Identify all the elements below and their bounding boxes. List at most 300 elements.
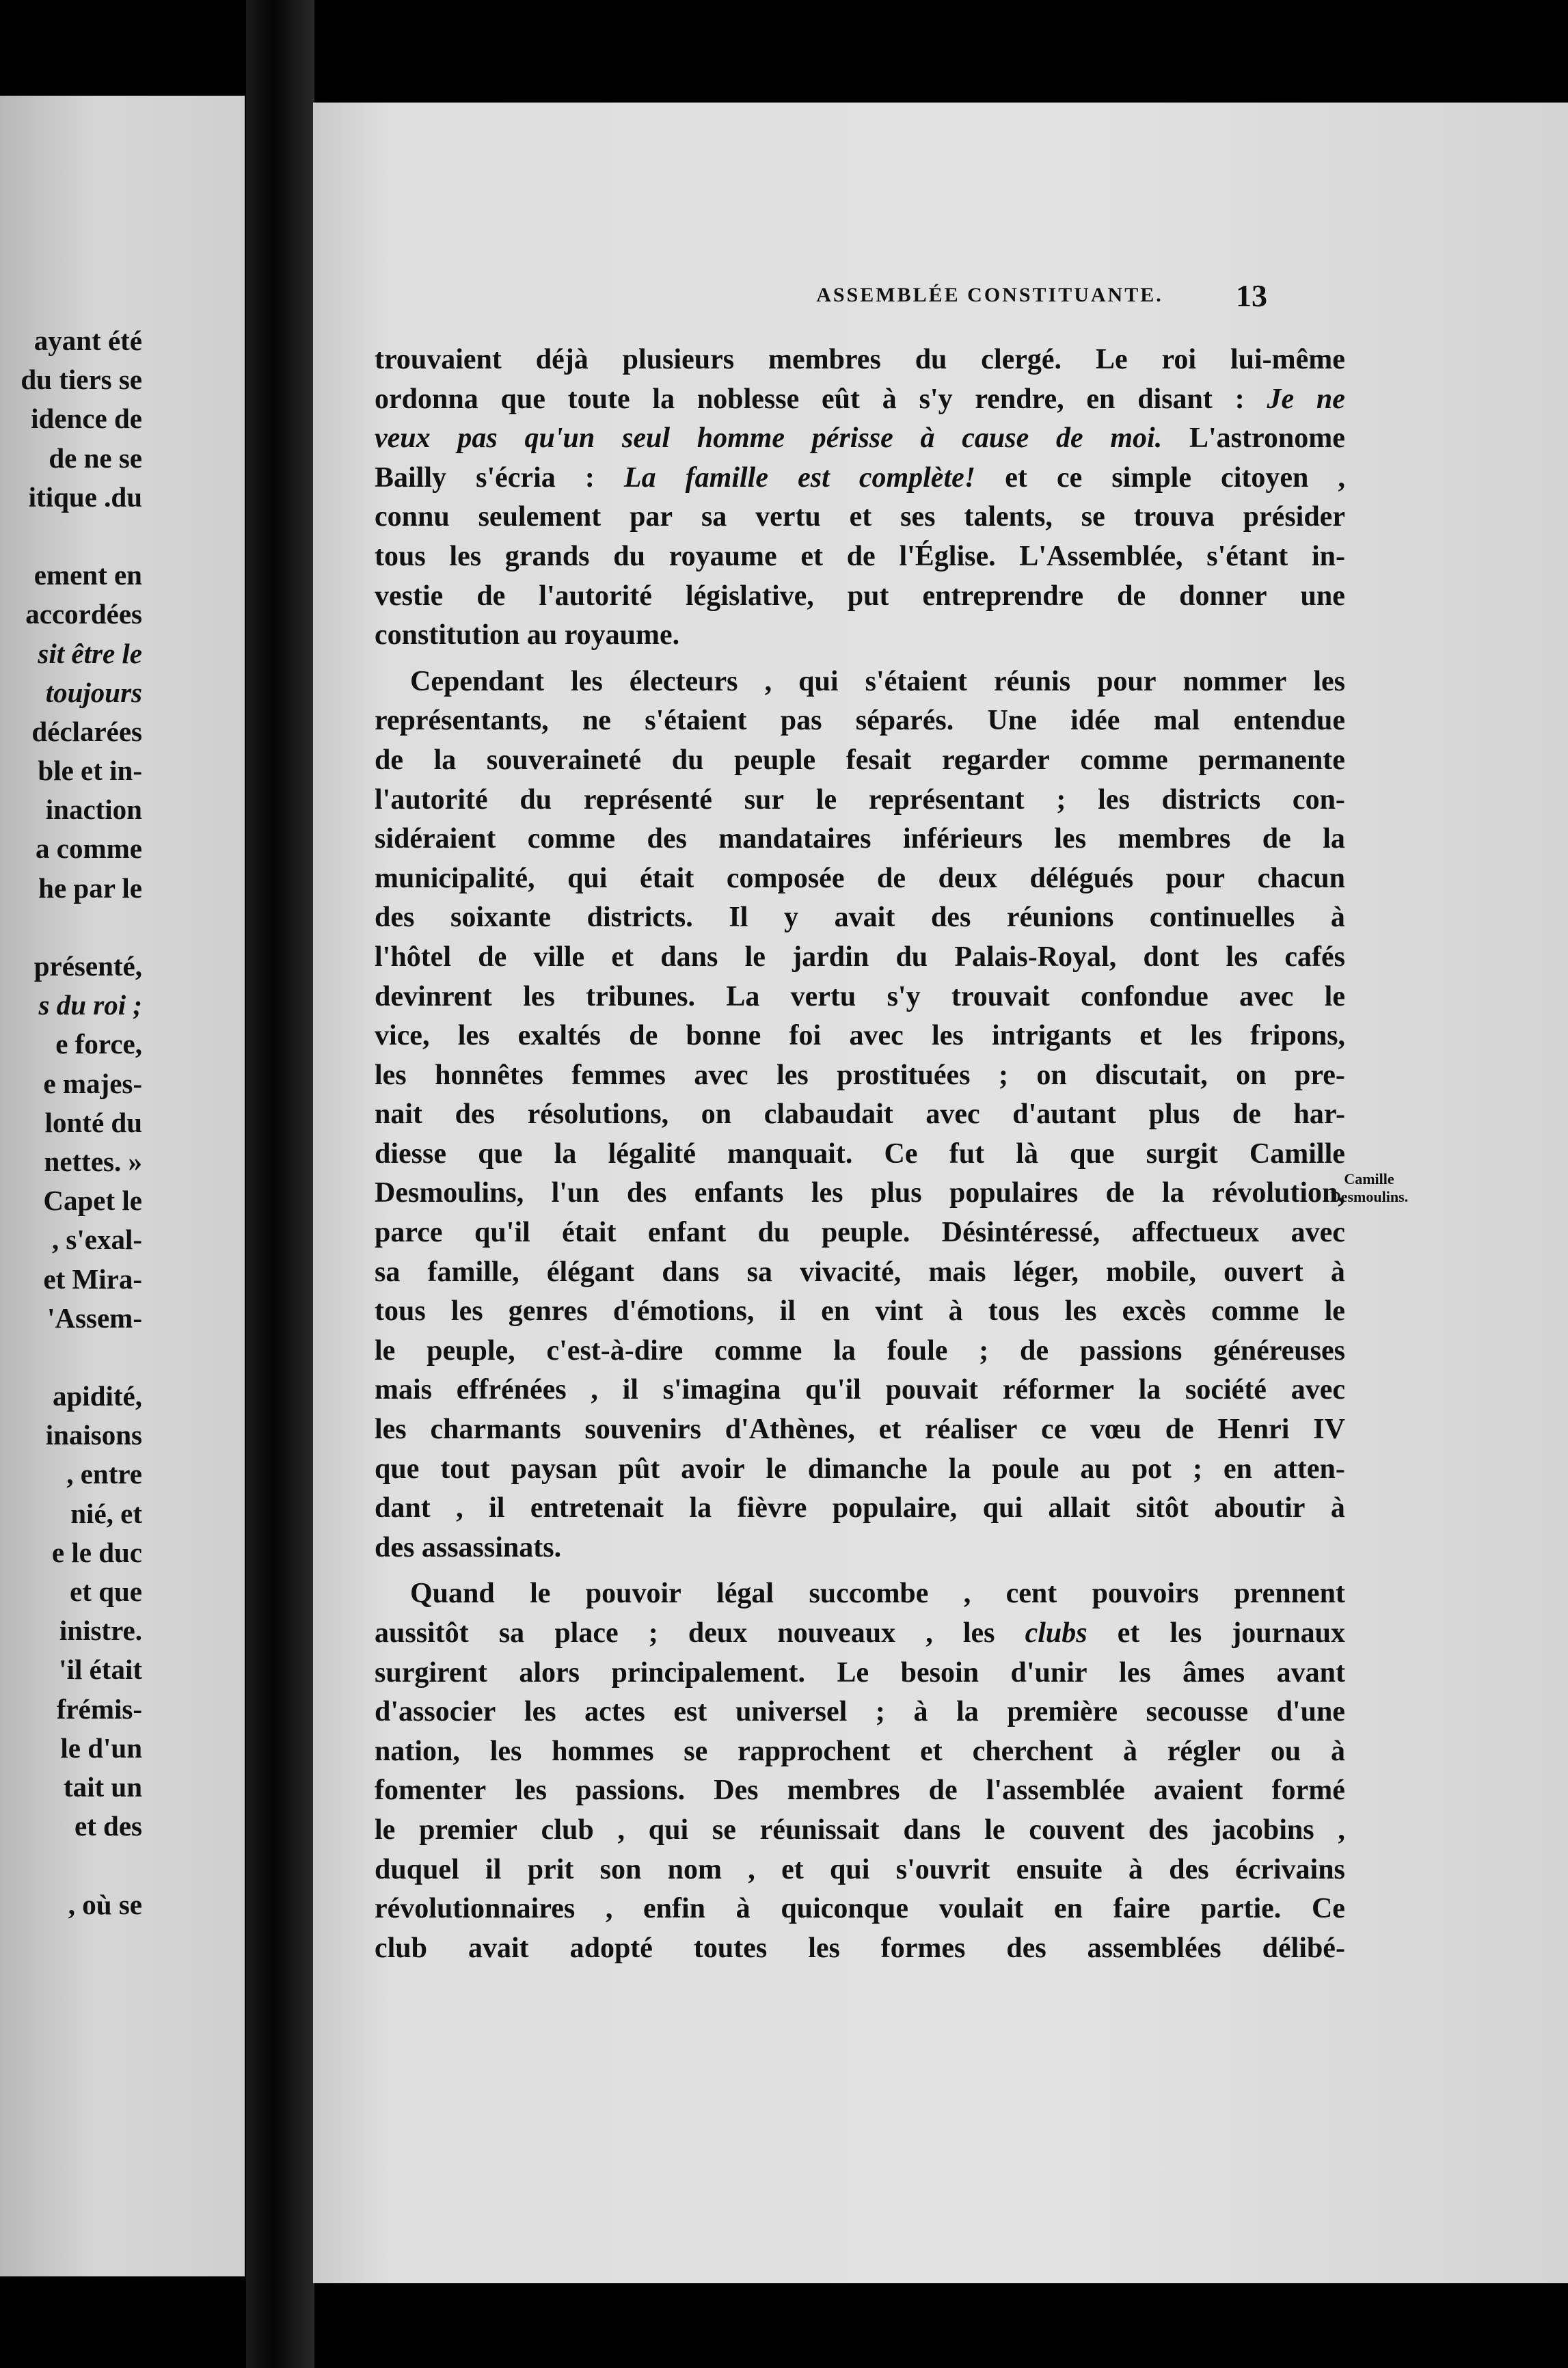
word: pot xyxy=(1131,1453,1172,1485)
word: à xyxy=(948,1295,963,1328)
word: s'y xyxy=(919,383,953,415)
word: réunions xyxy=(1006,902,1114,934)
word: Cependant xyxy=(410,665,545,697)
text-line xyxy=(375,1017,1345,1056)
word: con- xyxy=(1292,783,1345,816)
left-page-line: , s'exal- xyxy=(51,1224,142,1256)
word: s'y xyxy=(887,980,921,1012)
word: soixante xyxy=(450,902,551,934)
left-page-line: , où se xyxy=(68,1888,142,1920)
left-page-line: tait un xyxy=(63,1771,142,1803)
text-line xyxy=(375,859,1345,899)
word: réunis xyxy=(994,665,1071,697)
word: de xyxy=(375,744,403,776)
text-line xyxy=(375,741,1345,781)
word: souveraineté xyxy=(486,744,642,776)
word: mais xyxy=(375,1374,432,1406)
word: plus xyxy=(870,1177,922,1209)
word: ce xyxy=(1041,1414,1067,1446)
word: Ce xyxy=(884,1138,918,1170)
word: avec xyxy=(1290,1374,1345,1406)
word: continuelles xyxy=(1149,902,1295,934)
word: allait xyxy=(1048,1492,1111,1524)
word: club xyxy=(375,1932,428,1964)
word: législative, xyxy=(685,580,814,612)
word: entendue xyxy=(1233,705,1345,737)
word: jacobins xyxy=(1212,1814,1314,1846)
word: enfin xyxy=(643,1893,706,1925)
word: trouva xyxy=(1133,501,1215,533)
left-page-line: inaction xyxy=(45,794,142,826)
word: famille, xyxy=(427,1256,519,1288)
word: genres xyxy=(508,1295,588,1328)
left-page-line: déclarées xyxy=(31,715,142,747)
word: excès xyxy=(1122,1295,1186,1328)
word: les xyxy=(457,1020,490,1052)
body-text xyxy=(375,340,1345,1968)
text-line xyxy=(375,1174,1345,1213)
word: du xyxy=(671,744,704,776)
left-page-line: et que xyxy=(70,1576,142,1607)
word: de xyxy=(877,862,906,894)
word: simple xyxy=(1111,461,1191,494)
text-line xyxy=(375,616,1345,656)
word: périsse xyxy=(811,422,893,455)
word: regarder xyxy=(942,744,1050,776)
word: membres xyxy=(787,1775,900,1807)
word: s'écria xyxy=(476,461,556,494)
word: des xyxy=(375,1531,422,1563)
word: succombe xyxy=(809,1578,929,1610)
word: inférieurs xyxy=(902,823,1023,855)
word: clabaudait xyxy=(763,1099,893,1131)
word: sidéraient xyxy=(375,823,496,855)
word: les xyxy=(375,1059,407,1091)
left-page-line: lonté du xyxy=(44,1106,142,1138)
word: les xyxy=(1098,783,1130,816)
word: délibé- xyxy=(1262,1932,1345,1964)
word: les xyxy=(523,980,555,1012)
word: sa xyxy=(498,1617,525,1649)
left-page-line xyxy=(0,1846,142,1885)
word: dont xyxy=(1143,941,1200,973)
word: qui xyxy=(830,1853,870,1885)
word: tribunes. xyxy=(586,980,696,1012)
word: put xyxy=(847,580,889,612)
word: la xyxy=(948,1453,971,1485)
word: l'assemblée xyxy=(986,1775,1125,1807)
word: La xyxy=(623,461,656,494)
word: et xyxy=(1005,461,1027,494)
word: , xyxy=(617,1814,625,1846)
word: talents, xyxy=(964,501,1053,533)
word: paysan xyxy=(511,1453,597,1485)
word: roi xyxy=(1161,344,1197,375)
word: Ce xyxy=(1311,1893,1345,1925)
word: rendre, xyxy=(975,383,1064,415)
word: à xyxy=(913,1696,928,1728)
word: il xyxy=(779,1295,796,1328)
left-page-line: accordées xyxy=(25,598,142,630)
word: délégués xyxy=(1029,862,1134,894)
word: du xyxy=(915,344,947,375)
word: L'astronome xyxy=(1189,422,1345,455)
text-line xyxy=(375,1450,1345,1490)
word: la xyxy=(554,1138,577,1170)
word: sur xyxy=(744,783,785,816)
word: , xyxy=(605,1893,613,1925)
word: réunissait xyxy=(759,1814,880,1846)
word: première xyxy=(1007,1696,1118,1728)
word: , xyxy=(1338,1814,1345,1846)
word: le xyxy=(1324,980,1345,1012)
word: l'autorité xyxy=(375,783,488,816)
text-line xyxy=(375,1889,1345,1929)
word: pas xyxy=(780,705,822,737)
word: manquait. xyxy=(727,1138,853,1170)
word: quiconque xyxy=(781,1893,909,1925)
word: diesse xyxy=(375,1138,446,1170)
text-line xyxy=(375,938,1345,978)
word: pour xyxy=(1097,665,1157,697)
word: ou xyxy=(1270,1735,1301,1767)
word: ce xyxy=(1056,461,1083,494)
word: le xyxy=(375,1814,396,1846)
margin-note xyxy=(1287,1170,1451,1206)
word: la xyxy=(1138,1374,1161,1406)
word: régler xyxy=(1167,1735,1241,1767)
word: , xyxy=(925,1617,933,1649)
word: nait xyxy=(375,1099,423,1131)
word: le xyxy=(530,1578,551,1610)
word: qu'un xyxy=(524,422,595,455)
left-page-line: apidité, xyxy=(53,1380,142,1412)
word: avant xyxy=(1276,1656,1345,1688)
word: principalement. xyxy=(611,1656,805,1688)
word: mandataires xyxy=(718,823,871,855)
word: qui xyxy=(648,1814,689,1846)
word: l'autorité xyxy=(539,580,652,612)
word: : xyxy=(1234,383,1245,415)
word: des xyxy=(375,902,415,934)
word: que xyxy=(500,383,545,415)
word: in- xyxy=(1311,540,1345,572)
word: homme xyxy=(697,422,785,455)
word: au xyxy=(1080,1453,1111,1485)
word: d'autant xyxy=(1012,1099,1116,1131)
word: des xyxy=(1148,1814,1189,1846)
text-line xyxy=(375,577,1345,617)
text-line xyxy=(375,781,1345,820)
word: famille xyxy=(685,461,768,494)
word: du xyxy=(757,1217,790,1249)
word: mal xyxy=(1153,705,1200,737)
word: peuple. xyxy=(821,1217,910,1249)
word: affectueux xyxy=(1131,1217,1260,1249)
left-page-line: , entre xyxy=(66,1458,142,1490)
text-line xyxy=(375,1771,1345,1811)
left-page-line: présenté, xyxy=(33,950,142,982)
word: des xyxy=(647,823,687,855)
left-page-line: idence de xyxy=(31,403,142,435)
word: à xyxy=(1330,1735,1345,1767)
text-line xyxy=(375,1693,1345,1732)
word: ne xyxy=(1316,383,1345,415)
word: pre- xyxy=(1295,1059,1345,1091)
text-line xyxy=(375,1253,1345,1293)
word: connu xyxy=(375,501,450,533)
word: membres xyxy=(1118,823,1231,855)
word: vertu xyxy=(790,980,856,1012)
word: avait xyxy=(834,902,895,934)
word: pouvoir xyxy=(585,1578,681,1610)
word: ne xyxy=(582,705,611,737)
word: réaliser xyxy=(925,1414,1018,1446)
word: har- xyxy=(1293,1099,1345,1131)
left-page-line: et Mira- xyxy=(43,1263,142,1295)
word: dans xyxy=(903,1814,961,1846)
word: foi xyxy=(789,1020,822,1052)
word: sa xyxy=(375,1256,401,1288)
word: d'Athènes, xyxy=(725,1414,855,1446)
word: IV xyxy=(1313,1414,1345,1446)
word: les xyxy=(776,1059,809,1091)
word: moi. xyxy=(1110,422,1163,455)
word: nommer xyxy=(1182,665,1287,697)
word: d'associer xyxy=(375,1696,496,1728)
word: tous xyxy=(375,540,426,572)
word: qu'il xyxy=(474,1217,530,1249)
word: légalité xyxy=(608,1138,696,1170)
text-line xyxy=(375,1811,1345,1851)
left-page-line: de ne se xyxy=(49,442,142,474)
left-page-line: e majes- xyxy=(43,1067,142,1099)
word: partie. xyxy=(1200,1893,1282,1925)
word: avaient xyxy=(1153,1775,1243,1807)
word: formes xyxy=(880,1932,966,1964)
word: les xyxy=(524,1696,556,1728)
word: passions. xyxy=(576,1775,686,1807)
word: de xyxy=(1105,1177,1135,1209)
word: citoyen xyxy=(1221,461,1309,494)
word: en xyxy=(1054,1893,1083,1925)
word: clergé. xyxy=(981,344,1062,375)
word: les xyxy=(1119,1656,1151,1688)
word: lui-même xyxy=(1230,344,1345,375)
word: populaires xyxy=(949,1177,1079,1209)
word: Une xyxy=(987,705,1037,737)
word: les xyxy=(808,1932,840,1964)
word: là xyxy=(1016,1138,1038,1170)
word: foule xyxy=(887,1334,948,1367)
word: des xyxy=(455,1099,495,1131)
word: Palais-Royal, xyxy=(954,941,1117,973)
word: les xyxy=(1313,665,1345,697)
word: les xyxy=(571,665,603,697)
word: enfants xyxy=(694,1177,784,1209)
word: deux xyxy=(688,1617,748,1649)
word: l'un xyxy=(551,1177,599,1209)
word: parce xyxy=(375,1217,443,1249)
word: l'Église. xyxy=(899,540,996,572)
word: léger, xyxy=(1013,1256,1079,1288)
word: la xyxy=(689,1492,712,1524)
word: aboutir xyxy=(1214,1492,1306,1524)
word: deux xyxy=(938,862,997,894)
word: en xyxy=(1223,1453,1252,1485)
word: trouvait xyxy=(951,980,1050,1012)
left-page-line: ble et in- xyxy=(38,755,142,787)
word: prennent xyxy=(1234,1578,1345,1610)
word: plus xyxy=(1148,1099,1200,1131)
word: seulement xyxy=(478,501,601,533)
left-page-line: nettes. » xyxy=(44,1145,142,1177)
text-line xyxy=(375,662,1345,702)
word: constitution xyxy=(375,619,527,651)
word: confondue xyxy=(1081,980,1208,1012)
word: de xyxy=(1117,580,1146,612)
word: fesait xyxy=(846,744,912,776)
word: mobile, xyxy=(1106,1256,1196,1288)
word: les xyxy=(375,1414,407,1446)
word: ; xyxy=(979,1334,989,1367)
word: de xyxy=(1056,422,1083,455)
word: universel xyxy=(735,1696,848,1728)
word: voulait xyxy=(938,1893,1024,1925)
word: et xyxy=(920,1735,943,1767)
word: était xyxy=(640,862,694,894)
word: qui xyxy=(567,862,608,894)
word: place xyxy=(554,1617,619,1649)
word: ville xyxy=(533,941,585,973)
word: révolution, xyxy=(1212,1177,1345,1209)
word: grands xyxy=(504,540,590,572)
word: composée xyxy=(726,862,845,894)
word: que xyxy=(478,1138,523,1170)
word: à xyxy=(1330,1492,1345,1524)
word: souvenirs xyxy=(584,1414,701,1446)
word: des xyxy=(1169,1853,1209,1885)
word: journaux xyxy=(1232,1617,1345,1649)
word: et xyxy=(1139,1020,1162,1052)
word: la xyxy=(652,383,675,415)
word: généreuses xyxy=(1213,1334,1345,1367)
word: avec xyxy=(1239,980,1294,1012)
word: s'imagina xyxy=(662,1374,781,1406)
word: noblesse xyxy=(697,383,800,415)
word: et xyxy=(1117,1617,1140,1649)
word: Camille xyxy=(1249,1138,1345,1170)
word: électeurs xyxy=(629,665,738,697)
word: jardin xyxy=(792,941,869,973)
word: charmants xyxy=(430,1414,561,1446)
word: résolutions, xyxy=(527,1099,669,1131)
word: s'étaient xyxy=(645,705,747,737)
word: à xyxy=(1330,902,1345,934)
word: Quand xyxy=(410,1578,495,1610)
word: se xyxy=(1081,501,1105,533)
text-line xyxy=(375,419,1345,459)
word: vœu xyxy=(1090,1414,1141,1446)
word: : xyxy=(584,461,595,494)
left-page-line: sit être le xyxy=(38,637,142,669)
word: rapprochent xyxy=(738,1735,891,1767)
left-page-line: le d'un xyxy=(60,1732,142,1764)
word: dans xyxy=(662,1256,720,1288)
word: la xyxy=(1323,823,1345,855)
word: est xyxy=(673,1696,707,1728)
margin-note-line: Desmoulins. xyxy=(1329,1188,1409,1205)
word: qui xyxy=(982,1492,1023,1524)
word: c'est-à-dire xyxy=(546,1334,684,1367)
page-number: 13 xyxy=(1236,278,1267,313)
word: par xyxy=(630,501,673,533)
word: Désintéressé, xyxy=(941,1217,1100,1249)
word: Henri xyxy=(1217,1414,1290,1446)
word: actes xyxy=(584,1696,645,1728)
left-page-line: inistre. xyxy=(59,1615,142,1647)
word: cent xyxy=(1005,1578,1057,1610)
book-gutter xyxy=(246,0,314,2368)
word: était xyxy=(562,1217,617,1249)
word: les xyxy=(450,1295,483,1328)
text-line xyxy=(375,1574,1345,1614)
word: enfant xyxy=(647,1217,727,1249)
word: ensuite xyxy=(1016,1853,1103,1885)
left-page-line: ayant été xyxy=(33,325,142,356)
text-line xyxy=(375,1732,1345,1772)
word: les xyxy=(515,1775,548,1807)
word: avait xyxy=(468,1932,529,1964)
word: ouvert xyxy=(1224,1256,1303,1288)
left-page-line: e le duc xyxy=(51,1536,142,1568)
word: les xyxy=(1170,1617,1202,1649)
left-page-line: du tiers se xyxy=(21,364,142,396)
left-page-line: e force, xyxy=(55,1028,142,1060)
word: pour xyxy=(1165,862,1226,894)
text-line xyxy=(375,1410,1345,1450)
word: vestie xyxy=(375,580,444,612)
word: cafés xyxy=(1284,941,1345,973)
word: veux xyxy=(375,422,431,455)
word: permanente xyxy=(1198,744,1345,776)
word: toutes xyxy=(693,1932,768,1964)
word: faire xyxy=(1113,1893,1170,1925)
word: des xyxy=(930,902,971,934)
word: , xyxy=(748,1853,755,1885)
word: et xyxy=(849,501,872,533)
word: eût xyxy=(822,383,860,415)
word: Je xyxy=(1267,383,1295,415)
word: la xyxy=(1162,1177,1185,1209)
word: comme xyxy=(527,823,616,855)
word: , xyxy=(963,1578,971,1610)
text-line xyxy=(375,498,1345,537)
word: il xyxy=(622,1374,638,1406)
left-page-line: Capet le xyxy=(43,1185,142,1217)
left-page-line: inaisons xyxy=(45,1419,142,1451)
word: tout xyxy=(440,1453,490,1485)
word: passions xyxy=(1079,1334,1182,1367)
word: représentant xyxy=(868,783,1025,816)
margin-note-line: Camille xyxy=(1344,1170,1394,1187)
word: femmes xyxy=(571,1059,666,1091)
word: pas xyxy=(457,422,498,455)
word: Le xyxy=(1095,344,1128,375)
word: se xyxy=(712,1814,736,1846)
word: formé xyxy=(1271,1775,1345,1807)
word: de xyxy=(1020,1334,1049,1367)
